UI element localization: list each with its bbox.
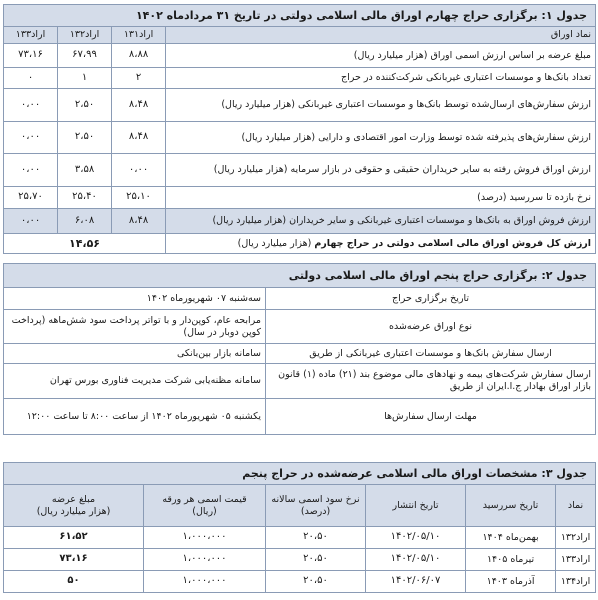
table-row (4, 44, 596, 68)
cell-rate: ۲۰،۵۰ (266, 527, 366, 549)
cell-symbol: اراد۱۳۲ (556, 527, 596, 549)
row-value: ۶۷،۹۹ (58, 44, 112, 68)
table-row (4, 209, 596, 234)
cell-maturity: آذرماه ۱۴۰۳ (466, 571, 556, 593)
total-label-unit: (هزار میلیارد ریال) (237, 237, 315, 249)
header-amount: مبلغ عرضه (هزار میلیارد ریال) (4, 485, 144, 527)
info-value: سامانه مظنه‌یابی شرکت مدیریت فناوری بورس تهران (4, 364, 266, 399)
row-value: ۶،۰۸ (58, 209, 112, 234)
row-label: ارزش سفارش‌های پذیرفته شده توسط وزارت امور اقتصادی و دارایی (هزار میلیارد ریال) (166, 122, 596, 154)
info-label: ارسال سفارش بانک‌ها و موسسات اعتباری غیربانکی از طریق (266, 344, 596, 364)
cell-symbol: اراد۱۳۳ (556, 549, 596, 571)
row-value: ۰،۰۰ (4, 209, 58, 234)
total-label (166, 234, 596, 254)
table-row (4, 187, 596, 209)
row-label: ارزش سفارش‌های ارسال‌شده توسط بانک‌ها و موسسات اعتباری غیربانکی (هزار میلیارد ریال) (166, 89, 596, 122)
row-value: ۸،۴۸ (112, 209, 166, 234)
table1-title: جدول ۱: برگزاری حراج چهارم اوراق مالی اسلامی دولتی در تاریخ ۳۱ مردادماه ۱۴۰۲ (4, 5, 596, 27)
row-value: ۷۳،۱۶ (4, 44, 58, 68)
row-value: ۰،۰۰ (4, 89, 58, 122)
auction-five-info-table (3, 263, 596, 435)
row-value: ۲،۵۰ (58, 122, 112, 154)
info-label: نوع اوراق عرضه‌شده (266, 310, 596, 344)
total-value: ۱۴،۵۶ (4, 234, 166, 254)
table-row (4, 122, 596, 154)
header-symbol: نماد (556, 485, 596, 527)
table1-header-label: نماد اوراق (166, 27, 596, 44)
cell-amount: ۵۰ (4, 571, 144, 593)
row-label: تعداد بانک‌ها و موسسات اعتباری غیربانکی شرکت‌کننده در حراج (166, 68, 596, 89)
cell-amount: ۶۱،۵۲ (4, 527, 144, 549)
table-row (4, 399, 596, 435)
row-value: ۲،۵۰ (58, 89, 112, 122)
header-issue: تاریخ انتشار (366, 485, 466, 527)
table1-header-c2: اراد۱۳۲ (58, 27, 112, 44)
table-row (4, 364, 596, 399)
info-value: سامانه بازار بین‌بانکی (4, 344, 266, 364)
info-label: ارسال سفارش شرکت‌های بیمه و نهادهای مالی موضوع بند (۲۱) ماده (۱) قانون بازار اوراق بهادار ج.ا.ایران از طریق (266, 364, 596, 399)
row-label: ارزش اوراق فروش رفته به سایر خریداران حقیقی و حقوقی در بازار سرمایه (هزار میلیارد ریال) (166, 154, 596, 187)
row-value: ۰،۰۰ (4, 122, 58, 154)
row-value: ۲۵،۷۰ (4, 187, 58, 209)
header-rate: نرخ سود اسمی سالانه (درصد) (266, 485, 366, 527)
table-row (4, 288, 596, 310)
table1-header-c1: اراد۱۳۱ (112, 27, 166, 44)
row-label: نرخ بازده تا سررسید (درصد) (166, 187, 596, 209)
cell-rate: ۲۰،۵۰ (266, 549, 366, 571)
total-label-main: ارزش کل فروش اوراق مالی اسلامی دولتی در حراج چهارم (314, 237, 592, 249)
cell-rate: ۲۰،۵۰ (266, 571, 366, 593)
cell-price: ۱،۰۰۰،۰۰۰ (144, 527, 266, 549)
auction-five-securities-table (3, 462, 596, 593)
cell-symbol: اراد۱۳۴ (556, 571, 596, 593)
cell-amount: ۷۳،۱۶ (4, 549, 144, 571)
table2-title: جدول ۲: برگزاری حراج پنجم اوراق مالی اسلامی دولتی (4, 264, 596, 288)
row-value: ۸،۴۸ (112, 122, 166, 154)
table-row (4, 68, 596, 89)
row-value: ۲ (112, 68, 166, 89)
row-value: ۸،۸۸ (112, 44, 166, 68)
cell-issue: ۱۴۰۲/۰۶/۰۷ (366, 571, 466, 593)
table3-title: جدول ۳: مشخصات اوراق مالی اسلامی عرضه‌شده در حراج پنجم (4, 463, 596, 485)
table-row (4, 89, 596, 122)
table-row (4, 571, 596, 593)
info-value: سه‌شنبه ۰۷ شهریورماه ۱۴۰۲ (4, 288, 266, 310)
info-value: یکشنبه ۰۵ شهریورماه ۱۴۰۲ از ساعت ۸:۰۰ تا ساعت ۱۲:۰۰ (4, 399, 266, 435)
row-value: ۱ (58, 68, 112, 89)
row-label: مبلغ عرضه بر اساس ارزش اسمی اوراق (هزار میلیارد ریال) (166, 44, 596, 68)
header-maturity: تاریخ سررسید (466, 485, 556, 527)
row-value: ۰،۰۰ (112, 154, 166, 187)
table-row (4, 549, 596, 571)
cell-price: ۱،۰۰۰،۰۰۰ (144, 549, 266, 571)
info-label: تاریخ برگزاری حراج (266, 288, 596, 310)
info-value: مرابحه عام، کوپن‌دار و با تواتر پرداخت سود شش‌ماهه (پرداخت کوپن دوبار در سال) (4, 310, 266, 344)
info-label: مهلت ارسال سفارش‌ها (266, 399, 596, 435)
cell-issue: ۱۴۰۲/۰۵/۱۰ (366, 549, 466, 571)
cell-maturity: تیرماه ۱۴۰۵ (466, 549, 556, 571)
total-row (4, 234, 596, 254)
row-value: ۰،۰۰ (4, 154, 58, 187)
cell-issue: ۱۴۰۲/۰۵/۱۰ (366, 527, 466, 549)
row-value: ۲۵،۱۰ (112, 187, 166, 209)
table-row (4, 344, 596, 364)
row-value: ۰ (4, 68, 58, 89)
table-row (4, 154, 596, 187)
row-value: ۲۵،۴۰ (58, 187, 112, 209)
row-value: ۸،۴۸ (112, 89, 166, 122)
cell-price: ۱،۰۰۰،۰۰۰ (144, 571, 266, 593)
row-label: ارزش فروش اوراق به بانک‌ها و موسسات اعتباری غیربانکی و سایر خریداران (هزار میلیارد ریال) (166, 209, 596, 234)
header-price: قیمت اسمی هر ورقه (ریال) (144, 485, 266, 527)
table-row (4, 310, 596, 344)
auction-four-table (3, 4, 596, 254)
table1-header-c3: اراد۱۳۳ (4, 27, 58, 44)
table-row (4, 527, 596, 549)
row-value: ۳،۵۸ (58, 154, 112, 187)
cell-maturity: بهمن‌ماه ۱۴۰۴ (466, 527, 556, 549)
